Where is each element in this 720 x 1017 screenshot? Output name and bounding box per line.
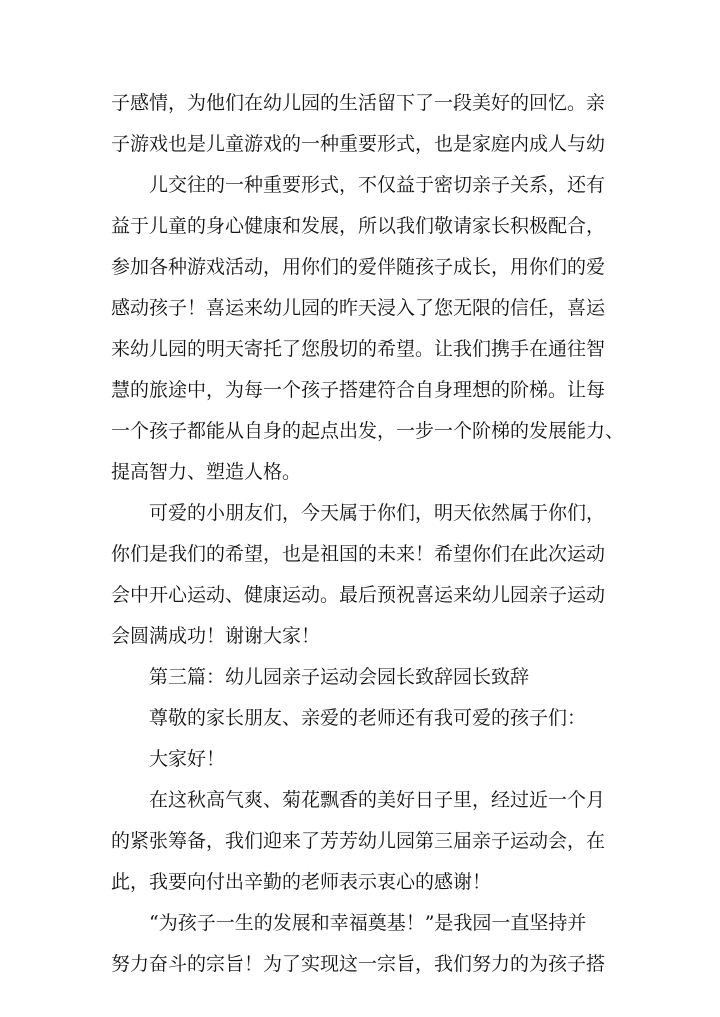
text-line: [0, 329, 720, 369]
text-line: [0, 575, 720, 615]
salutation-text: 尊敬的家长朋友、亲爱的老师还有我可爱的孩子们：: [149, 707, 587, 729]
text-line: [0, 452, 720, 492]
text-line: [0, 903, 720, 943]
text-line: [0, 288, 720, 328]
text-line-content: 可爱的小朋友们，今天属于你们，明天依然属于你们，: [149, 502, 606, 524]
text-line: [0, 780, 720, 820]
text-line-content: 在这秋高气爽、菊花飘香的美好日子里，经过近一个月: [149, 789, 606, 811]
text-line-content: 子游戏也是儿童游戏的一种重要形式，也是家庭内成人与幼: [111, 133, 606, 155]
text-line-content: 儿交往的一种重要形式，不仅益于密切亲子关系，还有: [149, 174, 606, 196]
text-line: [0, 370, 720, 410]
text-line-content: 提高智力、塑造人格。: [111, 461, 302, 483]
text-line: [0, 616, 720, 656]
text-line: [0, 206, 720, 246]
text-line-content: 努力奋斗的宗旨！为了实现这一宗旨，我们努力的为孩子搭: [111, 953, 606, 975]
text-line: [0, 821, 720, 861]
text-line: [0, 83, 720, 123]
text-line: [0, 165, 720, 205]
text-line: [0, 739, 720, 779]
text-line: [0, 862, 720, 902]
text-line: [0, 247, 720, 287]
text-line: [0, 411, 720, 451]
text-line-content: 益于儿童的身心健康和发展，所以我们敬请家长积极配合，: [111, 215, 606, 237]
text-line: [0, 698, 720, 738]
section-heading-text: 第三篇：幼儿园亲子运动会园长致辞园长致辞: [149, 666, 530, 688]
text-line-content: 一个孩子都能从自身的起点出发，一步一个阶梯的发展能力、: [111, 420, 625, 442]
text-line: [0, 944, 720, 984]
text-line-content: 会圆满成功！谢谢大家！: [111, 625, 321, 647]
text-line-content: 来幼儿园的明天寄托了您殷切的希望。让我们携手在通往智: [111, 338, 606, 360]
text-line-content: 会中开心运动、健康运动。最后预祝喜运来幼儿园亲子运动: [111, 584, 606, 606]
text-line-content: 慧的旅途中，为每一个孩子搭建符合自身理想的阶梯。让每: [111, 379, 606, 401]
greeting-text: 大家好！: [149, 748, 226, 770]
text-line-content: 此，我要向付出辛勤的老师表示衷心的感谢！: [111, 871, 492, 893]
text-line-content: 感动孩子！喜运来幼儿园的昨天浸入了您无限的信任，喜运: [111, 297, 606, 319]
text-line-content: 子感情，为他们在幼儿园的生活留下了一段美好的回忆。亲: [111, 92, 606, 114]
text-line: [0, 493, 720, 533]
section-heading: [0, 657, 720, 697]
text-line: [0, 534, 720, 574]
text-line-content: 你们是我们的希望，也是祖国的未来！希望你们在此次运动: [111, 543, 606, 565]
text-line-content: “为孩子一生的发展和幸福奠基！”是我园一直坚持并: [149, 912, 587, 934]
text-line: [0, 124, 720, 164]
text-line-content: 参加各种游戏活动，用你们的爱伴随孩子成长，用你们的爱: [111, 256, 606, 278]
text-line-content: 的紧张筹备，我们迎来了芳芳幼儿园第三届亲子运动会，在: [111, 830, 606, 852]
